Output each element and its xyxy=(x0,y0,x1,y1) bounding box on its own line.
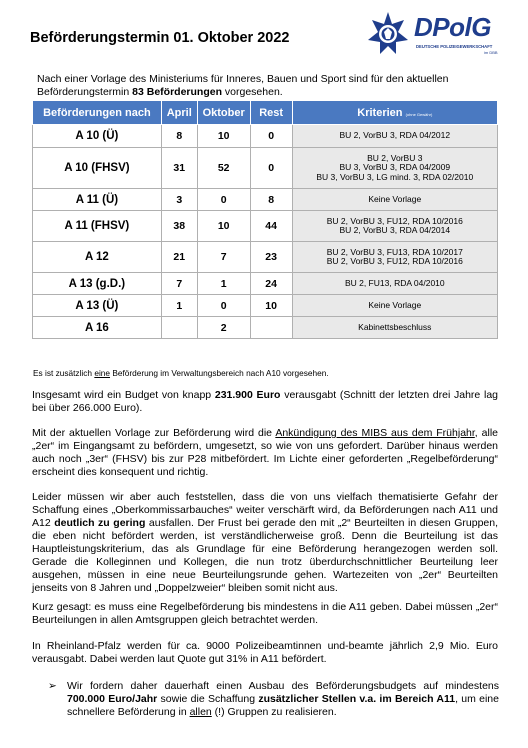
header-april: April xyxy=(161,101,197,125)
intro-paragraph xyxy=(37,73,497,99)
header-grade: Beförderungen nach xyxy=(33,101,162,125)
paragraph-kurz: Kurz gesagt: es muss eine Regelbeförderung bis mindestens in die A11 geben. Dabei müssen „2er“ Beurteilungen in allen Amtsgruppen gleich betrachtet werden. xyxy=(32,601,498,626)
criteria-line: BU 2, VorBU 3, RDA 04/2014 xyxy=(339,225,451,235)
intro-line-2: Beförderungstermin xyxy=(37,86,133,98)
header-criteria-label: Kriterien xyxy=(357,106,403,119)
demand-mid: sowie die Schaffung xyxy=(157,693,259,705)
table-row xyxy=(33,125,498,148)
criteria-line: BU 3, VorBU 3, LG mind. 3, RDA 02/2010 xyxy=(316,171,474,182)
criteria-note: (ohne Gewähr) xyxy=(405,111,433,117)
footnote-pre: Es ist zusätzlich xyxy=(33,368,95,378)
table-cell-april: 7 xyxy=(161,273,197,295)
table-cell-criteria xyxy=(292,317,497,339)
table-cell-grade: A 16 xyxy=(33,317,162,339)
table-cell-april: 31 xyxy=(161,148,197,189)
criteria-line: BU 2, VorBU 3, FU13, RDA 10/2017 xyxy=(326,246,463,257)
table-row xyxy=(33,273,498,295)
table-row xyxy=(33,211,498,242)
intro-count: 83 Beförderungen xyxy=(132,86,222,98)
table-cell-grade: A 10 (Ü) xyxy=(33,125,162,148)
table-cell-grade: A 11 (Ü) xyxy=(33,189,162,211)
table-cell-rest: 24 xyxy=(250,273,292,295)
criteria-line: Keine Vorlage xyxy=(368,299,422,310)
table-cell-rest: 23 xyxy=(250,242,292,273)
page-title: Beförderungstermin 01. Oktober 2022 xyxy=(30,30,290,46)
bullet-demand xyxy=(67,680,499,719)
criteria-line: BU 2, VorBU 3, RDA 04/2012 xyxy=(339,130,451,141)
header-rest: Rest xyxy=(250,101,292,125)
intro-line-1: Nach einer Vorlage des Ministeriums für Inneres, Bauen und Sport sind für den aktuellen xyxy=(37,73,449,85)
table-cell-oktober: 0 xyxy=(197,189,250,211)
table-cell-oktober: 1 xyxy=(197,273,250,295)
leider-bold: deutlich zu gering xyxy=(54,517,146,529)
demand-mid2: , um eine schnellere Beförderung in xyxy=(67,693,499,718)
vorlage-link: Ankündigung des MIBS aus dem Frühjahr xyxy=(275,427,475,439)
logo-subtitle-dbb: im DBB xyxy=(484,50,498,55)
table-cell-rest: 0 xyxy=(250,148,292,189)
demand-pre: Wir fordern daher dauerhaft einen Ausbau des Beförderungsbudgets auf mindestens xyxy=(67,680,499,692)
table-cell-april: 8 xyxy=(161,125,197,148)
table-cell-april: 3 xyxy=(161,189,197,211)
footnote-post: Beförderung im Verwaltungsbereich nach A10 vorgesehen. xyxy=(110,368,329,378)
table-cell-rest: 10 xyxy=(250,295,292,317)
demand-post: (!) Gruppen zu realisieren. xyxy=(211,706,337,718)
table-cell-criteria xyxy=(292,211,497,242)
criteria-line: BU 2, FU13, RDA 04/2010 xyxy=(344,277,445,288)
table-cell-oktober: 2 xyxy=(197,317,250,339)
budget-post: verausgabt (Schnitt der letzten drei Jahre lag bei über 266.000 Euro). xyxy=(32,389,498,414)
table-cell-grade: A 13 (g.D.) xyxy=(33,273,162,295)
table-cell-oktober: 52 xyxy=(197,148,250,189)
table-cell-rest: 44 xyxy=(250,211,292,242)
table-cell-criteria xyxy=(292,273,497,295)
vorlage-pre: Mit der aktuellen Vorlage zur Beförderung wird die xyxy=(32,427,276,439)
table-cell-criteria xyxy=(292,242,497,273)
table-cell-grade: A 11 (FHSV) xyxy=(33,211,162,242)
demand-stellen: zusätzlicher Stellen v.a. im Bereich A11 xyxy=(258,693,456,705)
header-criteria xyxy=(292,101,497,125)
promotion-table xyxy=(32,100,498,339)
table-cell-oktober: 7 xyxy=(197,242,250,273)
budget-pre: Insgesamt wird ein Budget von knapp xyxy=(32,389,215,401)
table-cell-rest xyxy=(250,317,292,339)
police-star-icon xyxy=(366,10,410,58)
dpolg-logo xyxy=(366,10,514,64)
table-cell-criteria xyxy=(292,148,497,189)
table-row xyxy=(33,148,498,189)
table-cell-april: 21 xyxy=(161,242,197,273)
table-cell-april: 38 xyxy=(161,211,197,242)
leider-post: ausfallen. Der Frust bei gerade den mit „2“ Beurteilten in diesen Gruppen, die eben nicht befördert werden, ist verständlicherweise groß. Denn die Beurteilung ist das Hauptleistungskriterium, das als Grundlage für eine Beförderung herangezogen werden soll. Gerade die Kolleginnen und Kollegen, die nun trotz überdurchschnittlicher Beurteilung leer ausgehen, müssen in eine neue Beurteilungsrunde gehen. Wartezeiten von „2er“ Beurteilten jenseits von 8 Jahren und „Doppelzweier“ bleiben somit nicht aus. xyxy=(32,517,498,594)
logo-subtitle: DEUTSCHE POLIZEIGEWERKSCHAFT xyxy=(416,44,493,49)
footnote-underlined: eine xyxy=(94,368,111,378)
footnote xyxy=(33,368,329,378)
table-cell-oktober: 10 xyxy=(197,125,250,148)
budget-amount: 231.900 Euro xyxy=(214,389,281,401)
paragraph-vorlage xyxy=(32,427,498,479)
arrow-bullet-icon: ➢ xyxy=(48,680,57,692)
table-cell-grade: A 10 (FHSV) xyxy=(33,148,162,189)
table-row xyxy=(33,189,498,211)
table-header-row xyxy=(33,101,498,125)
paragraph-budget xyxy=(32,389,498,415)
criteria-line: BU 2, VorBU 3 xyxy=(367,152,423,163)
table-row xyxy=(33,317,498,339)
table-cell-criteria xyxy=(292,295,497,317)
leider-pre: Leider müssen wir aber auch feststellen, dass die von uns vielfach thematisierte Gefahr der Schaffung eines „Oberkommissarbauches“ weiter verschärft wird, da Beförderungen nach A11 und A12 xyxy=(32,491,498,529)
logo-name: DPolG xyxy=(414,12,491,42)
table-cell-april xyxy=(161,317,197,339)
table-cell-rest: 8 xyxy=(250,189,292,211)
demand-underlined: allen xyxy=(189,706,212,718)
table-cell-grade: A 12 xyxy=(33,242,162,273)
table-cell-oktober: 10 xyxy=(197,211,250,242)
table-cell-criteria xyxy=(292,189,497,211)
criteria-line: Kabinettsbeschluss xyxy=(358,321,432,332)
table-cell-oktober: 0 xyxy=(197,295,250,317)
paragraph-leider xyxy=(32,491,498,595)
criteria-line: BU 2, VorBU 3, FU12, RDA 10/2016 xyxy=(326,256,463,266)
table-cell-criteria xyxy=(292,125,497,148)
table-cell-april: 1 xyxy=(161,295,197,317)
criteria-line: Keine Vorlage xyxy=(368,193,422,204)
criteria-line: BU 3, VorBU 3, RDA 04/2009 xyxy=(339,162,451,173)
table-cell-rest: 0 xyxy=(250,125,292,148)
demand-amount: 700.000 Euro/Jahr xyxy=(67,693,158,705)
paragraph-rlp: In Rheinland-Pfalz werden für ca. 9000 Polizeibeamtinnen und-beamte jährlich 2,9 Mio. Euro verausgabt. Dabei werden laut Quote gut 31% in A11 befördert. xyxy=(32,640,498,665)
header-oktober: Oktober xyxy=(197,101,250,125)
table-cell-grade: A 13 (Ü) xyxy=(33,295,162,317)
table-row xyxy=(33,242,498,273)
intro-line-2-end: vorgesehen. xyxy=(222,86,283,98)
vorlage-rest: , alle „2er“ im Eingangsamt zu befördern, umgesetzt, so wie von uns gefordert. Darüber hinaus werden auch noch „3er“ (FHSV) bis zur P28 mitbefördert. Im Lichte einer geforderten „Regelbeförderung“ erscheint dies konsequent und richtig. xyxy=(32,427,498,478)
table-row xyxy=(33,295,498,317)
criteria-line: BU 2, VorBU 3, FU12, RDA 10/2016 xyxy=(326,215,463,226)
